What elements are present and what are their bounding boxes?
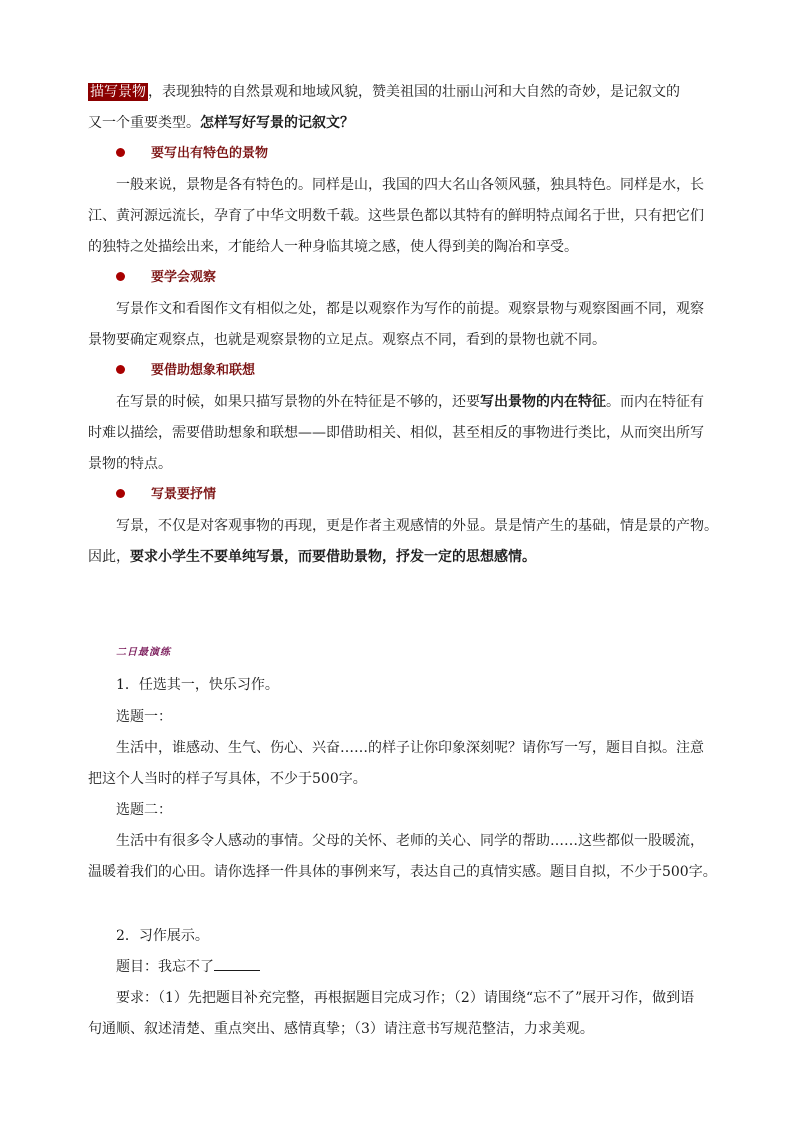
tip4-line-1: 写景，不仅是对客观事物的再现，更是作者主观感情的外显。景是情产生的基础，情是景的产物。 [116,518,718,534]
tip4-line-2-text: 因此， [88,549,130,565]
topic-blank [214,956,260,971]
tip-heading-1 [116,144,268,164]
tip-heading-1-text: 要写出有特色的景物 [151,146,269,161]
tip1-line-3: 的独特之处描绘出来，才能给人一种身临其境之感，使人得到美的陶冶和享受。 [88,239,578,255]
tip-heading-2 [116,268,216,288]
tip2-line-2: 景物要确定观察点，也就是观察景物的立足点。观察点不同，看到的景物也就不同。 [88,332,606,348]
section-label: 二日最演练 [116,647,171,658]
exercise1-option2-line-2: 温暖着我们的心田。请你选择一件具体的事例来写，表达自己的真情实感。题目自拟，不少于500字。 [88,864,717,880]
tip3-line-2: 时难以描绘，需要借助想象和联想——即借助相关、相似，甚至相反的事物进行类比，从而突出所写 [88,425,704,441]
exercise2-requirement-line-1: 要求：（1）先把题目补充完整，再根据题目完成习作；（2）请围绕“忘不了”展开习作，做到语 [116,990,695,1006]
bullet-icon [116,272,125,281]
bullet-icon [116,489,125,498]
tip-heading-3-text: 要借助想象和联想 [151,363,256,378]
tip4-line-2 [88,546,536,568]
intro-line-1-text: ，表现独特的自然景观和地域风貌，赞美祖国的壮丽山河和大自然的奇妙，是记叙文的 [148,84,680,100]
tip3-line-1-text: 在写景的时候，如果只描写景物的外在特征是不够的，还要 [116,394,480,410]
bullet-icon [116,365,125,374]
tip3-line-1 [116,391,704,413]
tip-heading-3 [116,361,255,381]
tip3-line-1-tail: 。而内在特征有 [606,394,704,410]
exercise1-option1-line-2: 把这个人当时的样子写具体，不少于500字。 [88,771,367,787]
tip-heading-4-text: 写景要抒情 [151,487,217,502]
exercise1-option2-line-1: 生活中有很多令人感动的事情。父母的关怀、老师的关心、同学的帮助……这些都似一股暖流， [116,833,704,849]
tip4-line-2-bold: 要求小学生不要单纯写景，而要借助景物，抒发一定的思想感情。 [130,549,536,565]
tip2-line-1: 写景作文和看图作文有相似之处，都是以观察作为写作的前提。观察景物与观察图画不同，观察 [116,301,704,317]
tip-heading-2-text: 要学会观察 [151,270,217,285]
exercise2-requirement-line-2: 句通顺、叙述清楚、重点突出、感情真挚；（3）请注意书写规范整洁，力求美观。 [88,1021,594,1037]
exercise2-topic-label: 题目：我忘不了 [116,959,214,975]
exercise1-option2-label: 选题二： [116,802,172,818]
exercise1-option1-line-1: 生活中，谁感动、生气、伤心、兴奋……的样子让你印象深刻呢？请你写一写，题目自拟。注意 [116,740,704,756]
intro-line-1 [88,81,680,103]
exercise1-option1-label: 选题一： [116,709,172,725]
tip1-line-1: 一般来说，景物是各有特色的。同样是山，我国的四大名山各领风骚，独具特色。同样是水，长 [116,177,704,193]
exercise1-title: 1．任选其一，快乐习作。 [116,677,279,693]
bullet-icon [116,148,125,157]
intro-line-2-text: 又一个重要类型。 [88,115,200,131]
tip3-line-3: 景物的特点。 [88,456,172,472]
intro-line-2 [88,112,354,134]
tip1-line-2: 江、黄河源远流长，孕育了中华文明数千载。这些景色都以其特有的鲜明特点闻名于世，只有把它们 [88,208,704,224]
exercise2-topic [116,956,260,978]
exercise2-title: 2．习作展示。 [116,928,209,944]
tip-heading-4 [116,485,216,505]
intro-question: 怎样写好写景的记叙文？ [200,115,354,131]
tip3-line-1-bold: 写出景物的内在特征 [480,394,606,410]
intro-highlight: 描写景物 [90,84,146,100]
